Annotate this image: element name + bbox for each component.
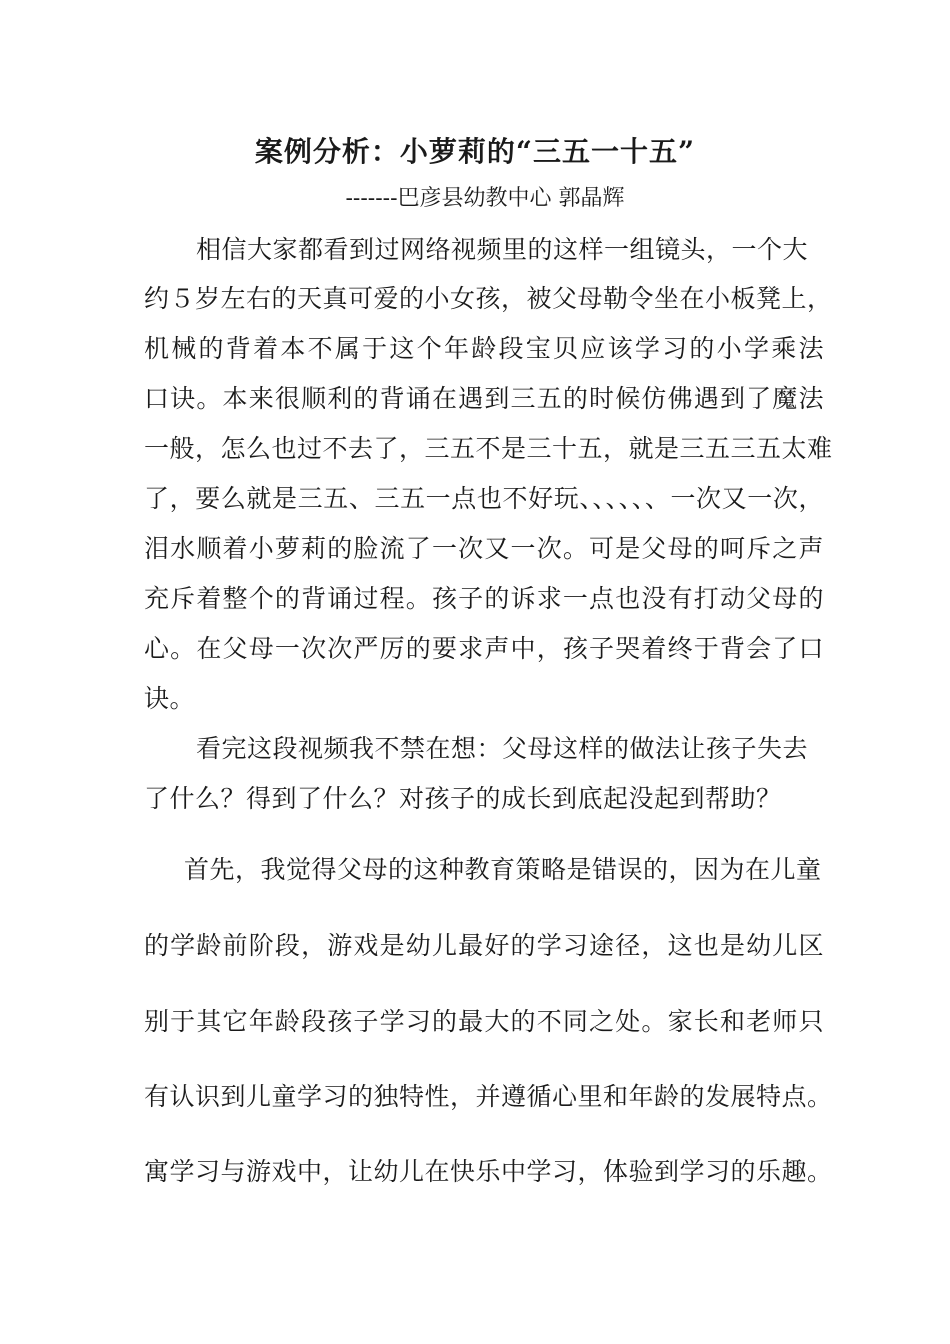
paragraph-line: 别于其它年龄段孩子学习的最大的不同之处。家长和老师只	[144, 1007, 824, 1036]
paragraph-line: 约５岁左右的天真可爱的小女孩，被父母勒令坐在小板凳上，	[144, 284, 833, 313]
paragraph-line: 机械的背着本不属于这个年龄段宝贝应该学习的小学乘法	[144, 334, 824, 363]
document-author: -------巴彦县幼教中心 郭晶辉	[345, 186, 625, 211]
paragraph-line: 泪水顺着小萝莉的脸流了一次又一次。可是父母的呵斥之声	[144, 534, 824, 563]
paragraph-line: 口诀。本来很顺利的背诵在遇到三五的时候仿佛遇到了魔法	[144, 384, 824, 413]
paragraph-line: 的学龄前阶段，游戏是幼儿最好的学习途径，这也是幼儿区	[144, 931, 824, 960]
paragraph-line: 了什么？得到了什么？对孩子的成长到底起没起到帮助？	[144, 784, 782, 813]
paragraph-line: 诀。	[144, 684, 196, 713]
paragraph-line: 相信大家都看到过网络视频里的这样一组镜头，一个大	[196, 235, 809, 264]
paragraph-line: 一般，怎么也过不去了，三五不是三十五，就是三五三五太难	[144, 434, 833, 463]
paragraph-line: 看完这段视频我不禁在想：父母这样的做法让孩子失去	[196, 734, 809, 763]
paragraph-line: 寓学习与游戏中，让幼儿在快乐中学习，体验到学习的乐趣。	[144, 1157, 833, 1186]
paragraph-line: 有认识到儿童学习的独特性，并遵循心里和年龄的发展特点。	[144, 1082, 833, 1111]
paragraph-line: 首先，我觉得父母的这种教育策略是错误的，因为在儿童	[184, 855, 822, 884]
paragraph-line: 了，要么就是三五、三五一点也不好玩、、、、、、一次又一次，	[144, 484, 824, 513]
paragraph-line: 充斥着整个的背诵过程。孩子的诉求一点也没有打动父母的	[144, 584, 824, 613]
paragraph-line: 心。在父母一次次严厉的要求声中，孩子哭着终于背会了口	[144, 634, 824, 663]
document-title: 案例分析：小萝莉的“三五一十五”	[254, 135, 696, 168]
